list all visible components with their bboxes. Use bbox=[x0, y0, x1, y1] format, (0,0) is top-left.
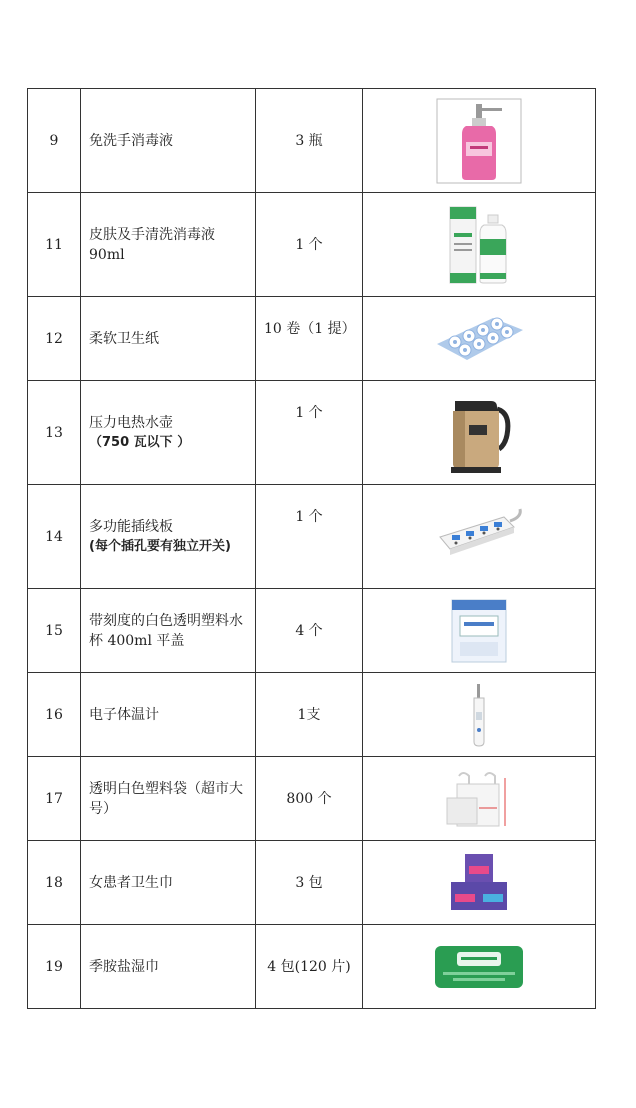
row-number: 16 bbox=[28, 673, 81, 757]
row-number: 12 bbox=[28, 297, 81, 381]
item-name bbox=[81, 381, 256, 485]
item-name-note: （750 瓦以下 ） bbox=[89, 434, 191, 450]
item-image bbox=[363, 193, 596, 297]
item-name bbox=[81, 925, 256, 1009]
item-quantity: 1 个 bbox=[256, 485, 363, 589]
row-number: 11 bbox=[28, 193, 81, 297]
item-name-text: 女患者卫生巾 bbox=[89, 874, 173, 891]
plastic-cups-icon bbox=[446, 598, 512, 664]
disinfectant-bottles-icon bbox=[444, 203, 514, 287]
item-name bbox=[81, 757, 256, 841]
item-name bbox=[81, 841, 256, 925]
item-name bbox=[81, 673, 256, 757]
item-image bbox=[363, 485, 596, 589]
supplies-table bbox=[27, 88, 596, 1009]
item-image bbox=[363, 841, 596, 925]
item-image bbox=[363, 297, 596, 381]
item-quantity: 800 个 bbox=[256, 757, 363, 841]
item-name-text: 多功能插线板 bbox=[89, 518, 173, 535]
item-image bbox=[363, 589, 596, 673]
item-image bbox=[363, 381, 596, 485]
electric-kettle-icon bbox=[441, 391, 517, 475]
row-number: 13 bbox=[28, 381, 81, 485]
item-name-text: 透明白色塑料袋（超市大号） bbox=[89, 780, 243, 817]
item-name bbox=[81, 297, 256, 381]
item-name bbox=[81, 485, 256, 589]
item-name-text: 电子体温计 bbox=[89, 706, 159, 723]
item-name-text: 免洗手消毒液 bbox=[89, 132, 173, 149]
item-name-text: 季胺盐湿巾 bbox=[89, 958, 159, 975]
item-quantity: 10 卷（1 提） bbox=[256, 297, 363, 381]
wet-wipes-icon bbox=[433, 942, 525, 992]
item-quantity: 1支 bbox=[256, 673, 363, 757]
table-row bbox=[28, 757, 596, 841]
item-name bbox=[81, 89, 256, 193]
item-quantity: 3 包 bbox=[256, 841, 363, 925]
table-row bbox=[28, 841, 596, 925]
item-image bbox=[363, 925, 596, 1009]
table-row bbox=[28, 297, 596, 381]
item-image bbox=[363, 757, 596, 841]
item-name-text: 皮肤及手清洗消毒液 bbox=[89, 226, 215, 243]
item-quantity: 1 个 bbox=[256, 193, 363, 297]
row-number: 18 bbox=[28, 841, 81, 925]
row-number: 14 bbox=[28, 485, 81, 589]
power-strip-icon bbox=[434, 507, 524, 567]
table-row bbox=[28, 925, 596, 1009]
item-quantity: 4 个 bbox=[256, 589, 363, 673]
item-image bbox=[363, 89, 596, 193]
item-name-text: 带刻度的白色透明塑料水杯 400ml 平盖 bbox=[89, 612, 243, 649]
item-quantity: 4 包(120 片) bbox=[256, 925, 363, 1009]
item-name-text: 柔软卫生纸 bbox=[89, 330, 159, 347]
sanitizer-bottle-icon bbox=[436, 98, 522, 184]
item-quantity: 1 个 bbox=[256, 381, 363, 485]
item-image bbox=[363, 673, 596, 757]
row-number: 19 bbox=[28, 925, 81, 1009]
row-number: 17 bbox=[28, 757, 81, 841]
toilet-paper-icon bbox=[433, 314, 525, 364]
thermometer-icon bbox=[469, 682, 489, 748]
table-row bbox=[28, 485, 596, 589]
item-name-note: (每个插孔要有独立开关) bbox=[89, 538, 231, 554]
item-quantity: 3 瓶 bbox=[256, 89, 363, 193]
plastic-bags-icon bbox=[439, 768, 519, 830]
table-row bbox=[28, 589, 596, 673]
row-number: 9 bbox=[28, 89, 81, 193]
item-name-text: 压力电热水壶 bbox=[89, 414, 173, 431]
item-name bbox=[81, 589, 256, 673]
sanitary-pads-icon bbox=[447, 852, 511, 914]
table-row bbox=[28, 89, 596, 193]
table-row bbox=[28, 673, 596, 757]
item-name-note: 90ml bbox=[89, 246, 125, 263]
row-number: 15 bbox=[28, 589, 81, 673]
item-name bbox=[81, 193, 256, 297]
table-row bbox=[28, 381, 596, 485]
table-row bbox=[28, 193, 596, 297]
